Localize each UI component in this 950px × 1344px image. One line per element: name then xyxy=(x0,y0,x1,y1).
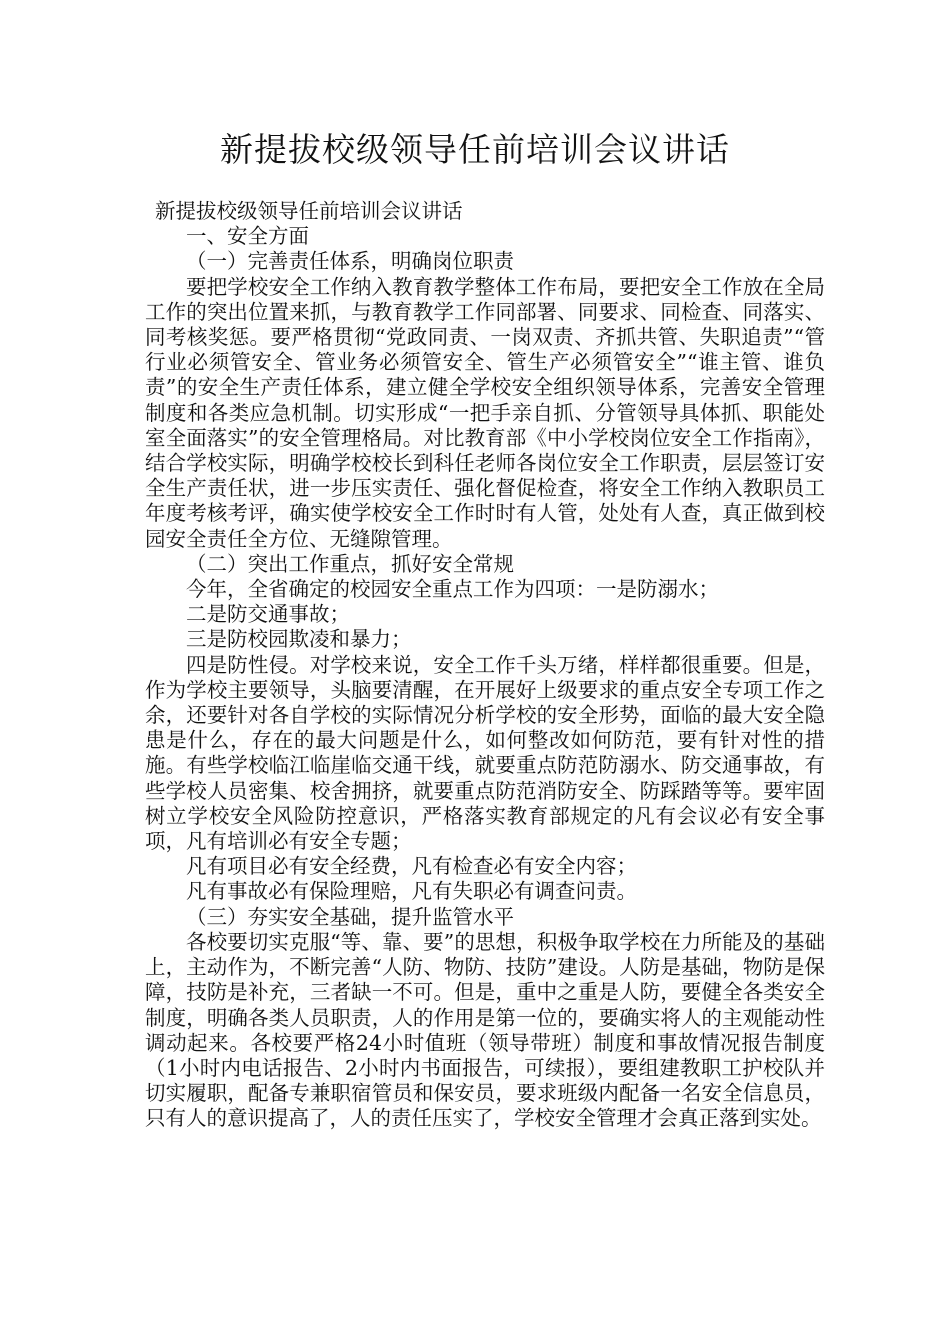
heading-subsection-2: （二）突出工作重点，抓好安全常规 xyxy=(186,551,514,576)
paragraph: 凡有项目必有安全经费，凡有检查必有安全内容； xyxy=(186,854,637,879)
paragraph: 今年，全省确定的校园安全重点工作为四项：一是防溺水； xyxy=(186,577,719,602)
paragraph-subtitle: 新提拔校级领导任前培训会议讲话 xyxy=(155,199,463,223)
paragraph: 三是防校园欺凌和暴力； xyxy=(186,627,412,652)
heading-section-1: 一、安全方面 xyxy=(186,224,309,249)
heading-subsection-3: （三）夯实安全基础，提升监管水平 xyxy=(186,904,514,929)
document-body xyxy=(145,199,825,1132)
paragraph: 要把学校安全工作纳入教育教学整体工作布局，要把安全工作放在全局工作的突出位置来抓，与教育教学工作同部署、同要求、同检查、同落实、同考核奖惩。要严格贯彻“党政同责、一岗双责、齐抓共管、失职追责”“管行业必须管安全、管业务必须管安全、管生产必须管安全”“谁主管、谁负责”的安全生产责任体系，建立健全学校安全组织领导体系，完善安全管理制度和各类应急机制。切实形成“一把手亲自抓、分管领导具体抓、职能处室全面落实”的安全管理格局。对比教育部《中小学校岗位安全工作指南》，结合学校实际，明确学校校长到科任老师各岗位安全工作职责，层层签订安全生产责任状，进一步压实责任、强化督促检查，将安全工作纳入教职员工年度考核考评，确实使学校安全工作时时有人管，处处有人查，真正做到校园安全责任全方位、无缝隙管理。 xyxy=(145,274,825,551)
paragraph: 凡有事故必有保险理赔，凡有失职必有调查问责。 xyxy=(186,879,637,904)
paragraph: 二是防交通事故； xyxy=(186,602,350,627)
paragraph: 四是防性侵。对学校来说，安全工作千头万绪，样样都很重要。但是，作为学校主要领导，头脑要清醒，在开展好上级要求的重点安全专项工作之余，还要针对各自学校的实际情况分析学校的安全形势，面临的最大安全隐患是什么，存在的最大问题是什么，如何整改如何防范，要有针对性的措施。有些学校临江临崖临交通干线，就要重点防范防溺水、防交通事故，有些学校人员密集、校舍拥挤，就要重点防范消防安全、防踩踏等等。要牢固树立学校安全风险防控意识，严格落实教育部规定的凡有会议必有安全事项，凡有培训必有安全专题； xyxy=(145,652,825,854)
paragraph: 各校要切实克服“等、靠、要”的思想，积极争取学校在力所能及的基础上，主动作为，不断完善“人防、物防、技防”建设。人防是基础，物防是保障，技防是补充，三者缺一不可。但是，重中之重是人防，要健全各类安全制度，明确各类人员职责，人的作用是第一位的，要确实将人的主观能动性调动起来。各校要严格24小时值班（领导带班）制度和事故情况报告制度（1小时内电话报告、2小时内书面报告，可续报），要组建教职工护校队并切实履职，配备专兼职宿管员和保安员，要求班级内配备一名安全信息员，只有人的意识提高了，人的责任压实了，学校安全管理才会真正落到实处。 xyxy=(145,929,825,1131)
heading-subsection-1: （一）完善责任体系，明确岗位职责 xyxy=(186,249,514,274)
document-title: 新提拔校级领导任前培训会议讲话 xyxy=(220,130,730,169)
